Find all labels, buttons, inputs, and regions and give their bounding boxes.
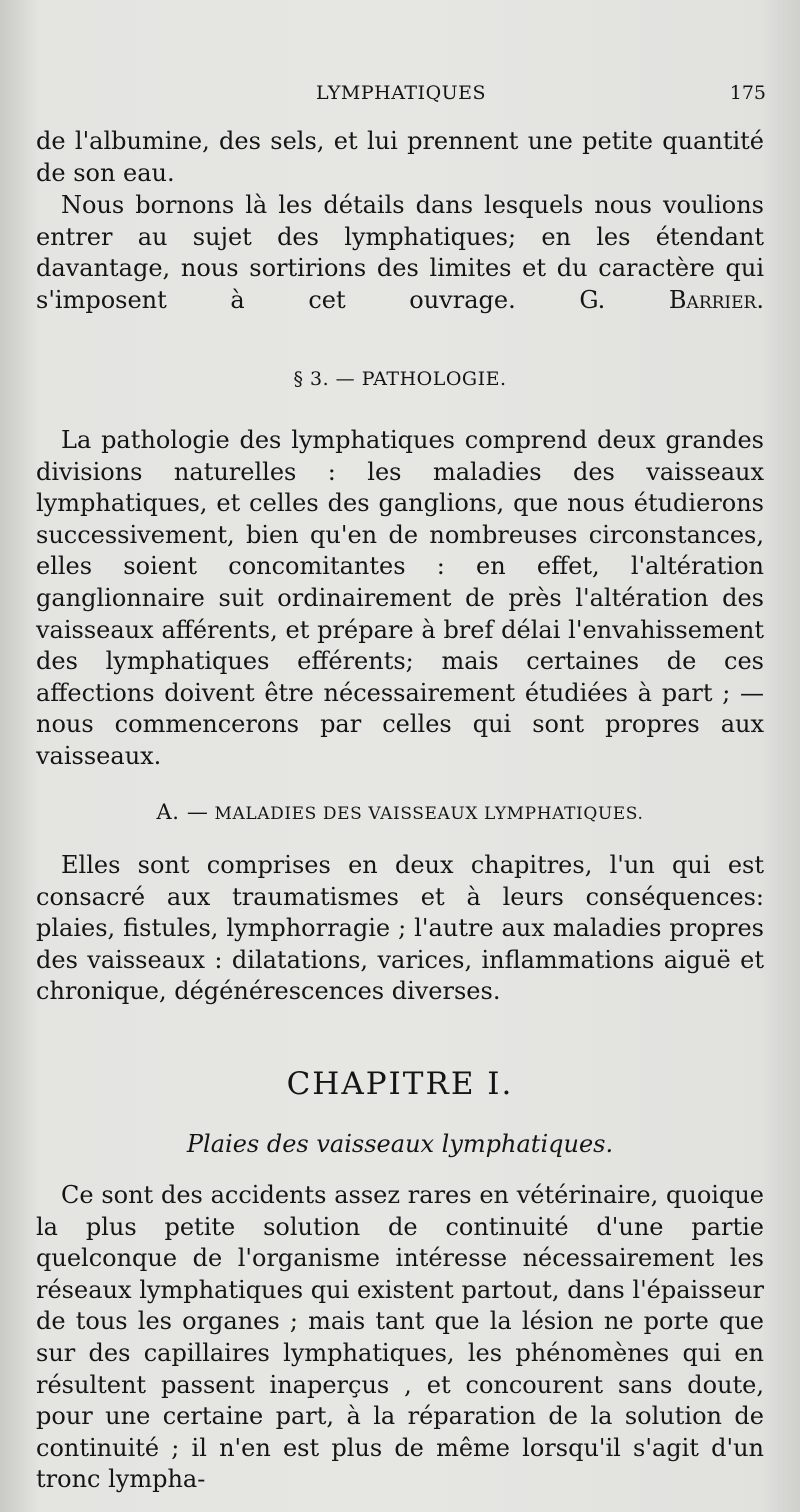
paragraph-pathology-intro: La pathologie des lymphatiques comprend deux grandes divisions naturelles : les maladies des vaisseaux lymphatiques, et celles des ganglions, que nous étudierons successivement, bien qu'en de nombreuses circonstances, elles soient concomitantes : en effet, l'altération ganglionnaire suit ordinairement de près l'altération des vaisseaux afférents, et prépare à bref délai l'envahissement des lymphatiques efférents; mais certaines de ces affections doivent être nécessairement étudiées à part ; — nous commencerons par celles qui sont propres aux vaisseaux.	[36, 426, 764, 770]
subsection-text: MALADIES DES VAISSEAUX LYMPHATIQUES.	[214, 804, 644, 824]
paragraph-conclusion	[36, 190, 764, 316]
author-signature: G. Barrier.	[579, 285, 764, 314]
chapter-heading: CHAPITRE I.	[286, 1066, 514, 1102]
subsection-letter: A. —	[156, 800, 209, 824]
running-title: LYMPHATIQUES	[315, 82, 487, 104]
page-number: 175	[729, 82, 766, 104]
paragraph-conclusion-text: Nous bornons là les détails dans lesquels nous voulions entrer au sujet des lymphatiques; en les étendant davantage, nous sortirions des limites et du caractère qui s'imposent à cet ouvrage.	[36, 191, 764, 314]
paragraph-wounds: Ce sont des accidents assez rares en vétérinaire, quoique la plus petite solution de continuité d'une partie quelconque de l'organisme intéresse nécessairement les réseaux lymphatiques qui existent partout, dans l'épaisseur de tous les organes ; mais tant que la lésion ne porte que sur des capillaires lymphatiques, les phénomènes qui en résultent passent inaperçus , et concourent sans doute, pour une certaine part, à la réparation de la solution de continuité ; il n'en est plus de même lorsqu'il s'agit d'un tronc lympha-	[36, 1181, 764, 1494]
subsection-heading	[0, 800, 800, 824]
running-header	[36, 82, 766, 112]
paragraph-vessel-diseases: Elles sont comprises en deux chapitres, l'un qui est consacré aux traumatismes et à leurs conséquences: plaies, fistules, lymphorragie ; l'autre aux maladies propres des vaisseaux : dilatations, varices, inflammations aiguë et chronique, dégénérescences diverses.	[36, 851, 764, 1006]
paragraph-continuation: de l'albumine, des sels, et lui prennent une petite quantité de son eau.	[36, 127, 764, 187]
chapter-subtitle: Plaies des vaisseaux lymphatiques.	[186, 1130, 614, 1158]
section-heading: § 3. — PATHOLOGIE.	[293, 368, 507, 390]
